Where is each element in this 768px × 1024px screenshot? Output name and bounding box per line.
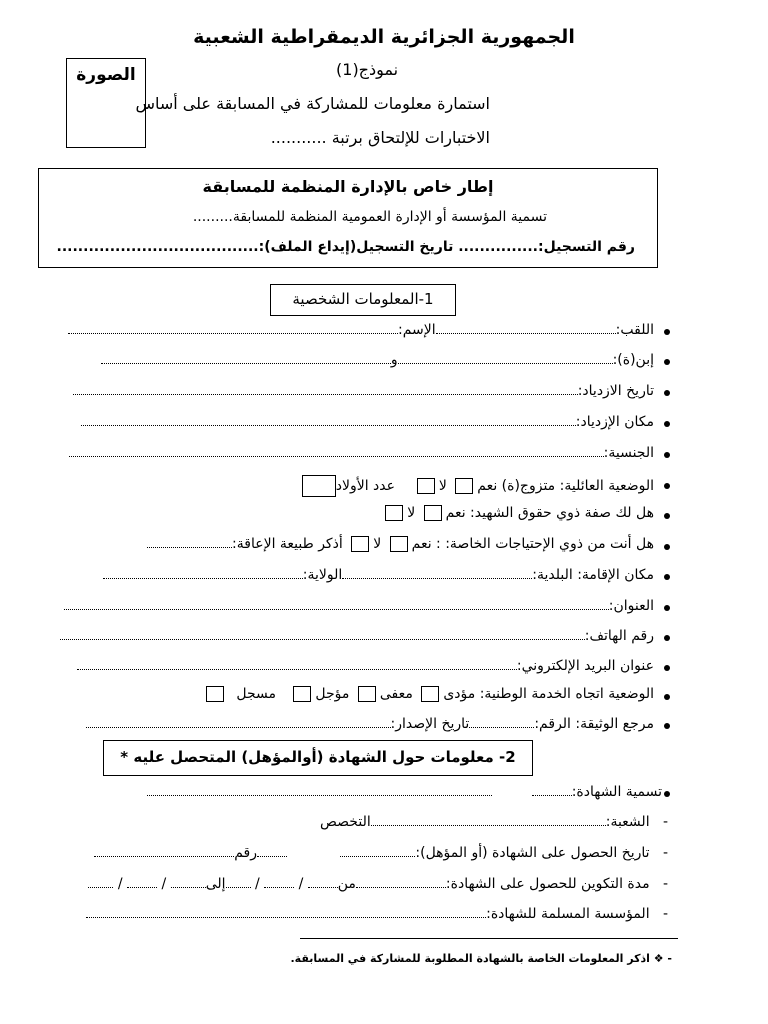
special-needs-row xyxy=(147,536,654,552)
photo-box[interactable] xyxy=(66,58,146,148)
father-field[interactable] xyxy=(398,353,613,364)
from-month[interactable] xyxy=(264,877,294,888)
bullet xyxy=(664,483,670,489)
dash: - xyxy=(649,845,668,861)
children-count-box[interactable] xyxy=(302,475,336,497)
phone-row xyxy=(60,628,654,644)
footnote: - ❖ اذكر المعلومات الخاصة بالشهادة المطلوبة للمشاركة في المسابقة. xyxy=(290,952,672,965)
family-status-label: الوضعية العائلية: متزوج(ة) نعم xyxy=(477,478,654,494)
married-yes-checkbox[interactable] xyxy=(455,478,473,494)
footnote-divider xyxy=(300,938,678,939)
residence-label: مكان الإقامة: البلدية: xyxy=(532,567,654,583)
birth-date-row xyxy=(73,383,654,399)
specialty-label: التخصص xyxy=(320,814,371,830)
bullet xyxy=(664,635,670,641)
wilaya-field[interactable] xyxy=(103,568,303,579)
form-title-line1: استمارة معلومات للمشاركة في المسابقة على أساس xyxy=(135,94,490,113)
section1-header xyxy=(270,284,456,316)
cert-name-field-a[interactable] xyxy=(532,785,572,796)
number-label: رقم xyxy=(234,845,257,861)
military-done-checkbox[interactable] xyxy=(421,686,439,702)
obtain-date-field[interactable] xyxy=(340,846,415,857)
special-needs-no-checkbox[interactable] xyxy=(351,536,369,552)
military-deferred-checkbox[interactable] xyxy=(293,686,311,702)
wilaya-label: الولاية: xyxy=(302,567,343,583)
to-year[interactable] xyxy=(88,877,113,888)
nationality-label: الجنسية: xyxy=(603,445,654,461)
to-day[interactable] xyxy=(171,877,206,888)
admin-org-line: تسمية المؤسسة أو الإدارة العمومية المنظمة للمسابقة......... xyxy=(192,209,547,225)
municipality-field[interactable] xyxy=(342,568,532,579)
model-number: نموذج(1) xyxy=(336,60,399,79)
institution-label: المؤسسة المسلمة للشهادة: xyxy=(486,906,650,922)
children-label: عدد الأولاد xyxy=(335,478,395,494)
from-label: من xyxy=(337,876,356,892)
address-row xyxy=(64,598,654,614)
military-label: الوضعية اتجاه الخدمة الوطنية: مؤدى xyxy=(443,686,654,702)
issue-date-field[interactable] xyxy=(86,717,391,728)
special-needs-label: هل أنت من ذوي الإحتياجات الخاصة: : نعم xyxy=(411,536,654,552)
section1-title: 1-المعلومات الشخصية xyxy=(292,290,434,308)
birth-place-row xyxy=(81,414,654,430)
admin-frame-title: إطار خاص بالإدارة المنظمة للمسابقة xyxy=(202,177,494,196)
phone-label: رقم الهاتف: xyxy=(584,628,654,644)
martyr-yes-checkbox[interactable] xyxy=(424,505,442,521)
surname-field[interactable] xyxy=(436,323,616,334)
bullet xyxy=(664,605,670,611)
email-row xyxy=(77,658,654,674)
section2-header xyxy=(103,740,533,776)
form-title-line2: الاختبارات للإلتحاق برتبة ........... xyxy=(270,128,490,147)
bullet xyxy=(664,359,670,365)
bullet xyxy=(664,665,670,671)
special-needs-no-label: لا xyxy=(373,536,382,552)
admin-frame xyxy=(38,168,658,268)
doc-ref-label: مرجع الوثيقة: الرقم: xyxy=(534,716,654,732)
doc-ref-row xyxy=(86,716,654,732)
name-field[interactable] xyxy=(68,323,398,334)
admin-registration-line: رقم التسجيل:............... تاريخ التسجيل(إيداع الملف):...................................... xyxy=(56,239,635,255)
nationality-field[interactable] xyxy=(69,446,604,457)
phone-field[interactable] xyxy=(60,629,585,640)
registered-label: مسجل xyxy=(236,686,277,702)
bullet xyxy=(664,791,670,797)
exempt-label: معفى xyxy=(379,686,413,702)
military-row xyxy=(202,686,654,702)
to-label: إلى xyxy=(205,876,226,892)
bullet xyxy=(664,723,670,729)
military-exempt-checkbox[interactable] xyxy=(358,686,376,702)
email-field[interactable] xyxy=(77,659,517,670)
birth-date-label: تاريخ الازدياد: xyxy=(577,383,654,399)
son-of-label: إبن(ة): xyxy=(612,352,654,368)
bullet xyxy=(664,390,670,396)
and-label: و xyxy=(390,352,398,368)
martyr-no-checkbox[interactable] xyxy=(385,505,403,521)
mother-field[interactable] xyxy=(101,353,391,364)
birth-date-field[interactable] xyxy=(73,384,578,395)
branch-label: الشعبة: xyxy=(605,814,650,830)
martyr-no-label: لا xyxy=(407,505,416,521)
bullet xyxy=(664,452,670,458)
obtain-date-row xyxy=(94,845,668,861)
bullet xyxy=(664,513,670,519)
married-no-label: لا xyxy=(438,478,447,494)
branch-row xyxy=(320,814,668,830)
branch-field[interactable] xyxy=(371,815,606,826)
bullet xyxy=(664,694,670,700)
dash: - xyxy=(649,814,668,830)
military-registered-checkbox[interactable] xyxy=(206,686,224,702)
disability-type-field[interactable] xyxy=(147,537,232,548)
parents-row xyxy=(101,352,654,368)
disability-type-label: أذكر طبيعة الإعاقة: xyxy=(232,536,343,552)
deferred-label: مؤجل xyxy=(315,686,350,702)
cert-name-field-b[interactable] xyxy=(147,785,492,796)
nationality-row xyxy=(69,445,654,461)
from-day[interactable] xyxy=(308,877,338,888)
institution-row xyxy=(86,906,668,922)
section2-title: 2- معلومات حول الشهادة (أوالمؤهل) المتحصل عليه * xyxy=(120,748,516,766)
birth-place-label: مكان الإزدياد: xyxy=(575,414,654,430)
name-label: الإسم: xyxy=(398,322,436,338)
bullet xyxy=(664,329,670,335)
bullet xyxy=(664,574,670,580)
photo-label: الصورة xyxy=(76,65,136,85)
from-year[interactable] xyxy=(226,877,251,888)
bullet xyxy=(664,544,670,550)
to-month[interactable] xyxy=(127,877,157,888)
surname-label: اللقب: xyxy=(615,322,654,338)
family-status-row xyxy=(302,475,654,497)
dash: - xyxy=(649,876,668,892)
special-needs-yes-checkbox[interactable] xyxy=(390,536,408,552)
issue-date-label: تاريخ الإصدار: xyxy=(390,716,470,732)
residence-row xyxy=(103,567,654,583)
cert-name-label: تسمية الشهادة: xyxy=(571,784,662,800)
training-label: مدة التكوين للحصول على الشهادة: xyxy=(445,876,650,892)
republic-title: الجمهورية الجزائرية الديمقراطية الشعبية xyxy=(193,26,575,48)
institution-field[interactable] xyxy=(86,907,486,918)
number-field-a[interactable] xyxy=(257,846,287,857)
obtain-date-label: تاريخ الحصول على الشهادة (أو المؤهل): xyxy=(415,845,650,861)
training-field[interactable] xyxy=(356,877,446,888)
training-row: - مدة التكوين للحصول على الشهادة:من / / إلى / / xyxy=(88,876,668,892)
number-field-b[interactable] xyxy=(94,846,234,857)
cert-name-row xyxy=(147,784,662,800)
bullet xyxy=(664,421,670,427)
dash: - xyxy=(649,906,668,922)
doc-number-field[interactable] xyxy=(469,717,534,728)
martyr-row xyxy=(381,505,654,521)
address-field[interactable] xyxy=(64,599,609,610)
surname-row xyxy=(68,322,654,338)
address-label: العنوان: xyxy=(608,598,654,614)
birth-place-field[interactable] xyxy=(81,415,576,426)
married-no-checkbox[interactable] xyxy=(417,478,435,494)
email-label: عنوان البريد الإلكتروني: xyxy=(516,658,654,674)
martyr-label: هل لك صفة ذوي حقوق الشهيد: نعم xyxy=(445,505,654,521)
